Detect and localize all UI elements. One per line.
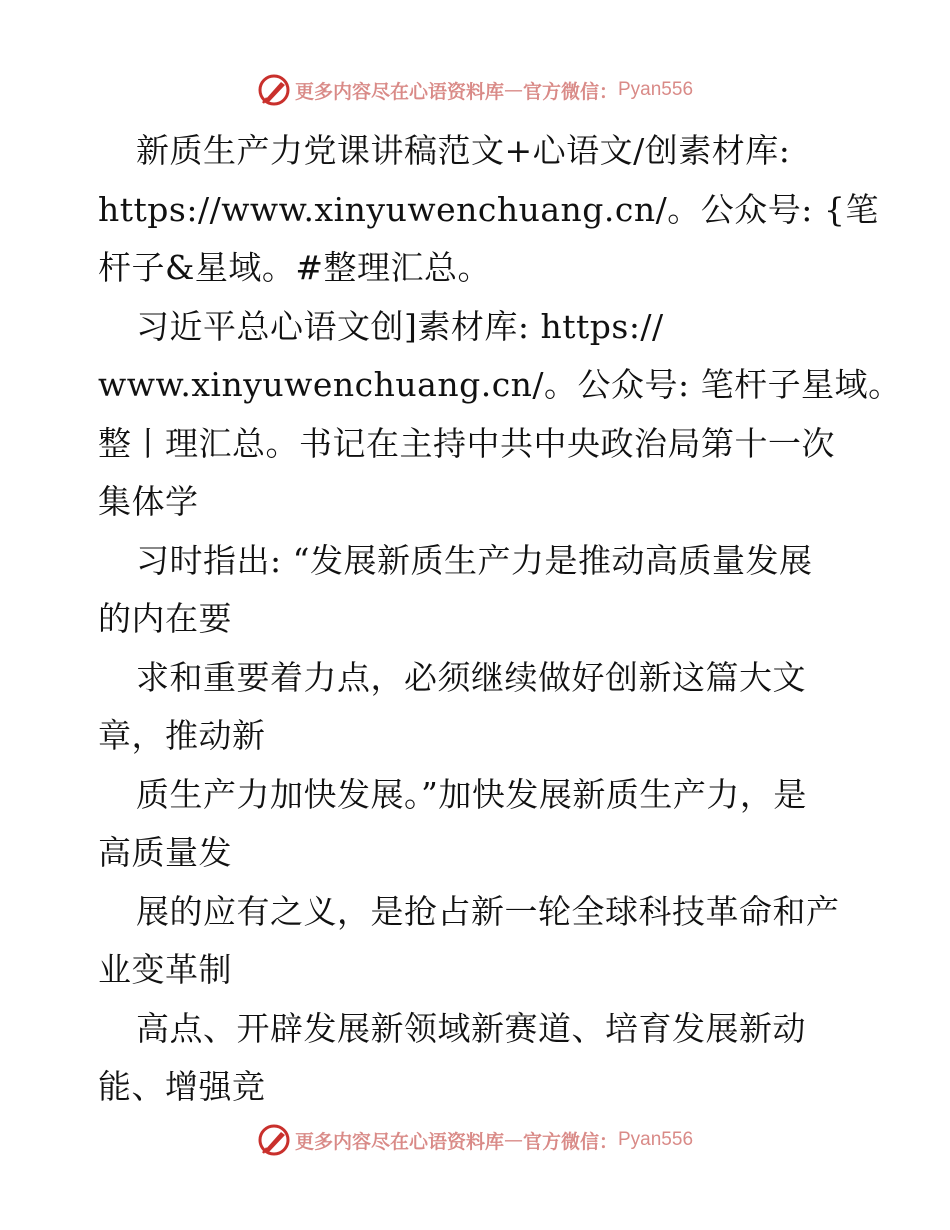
footer-separator: — xyxy=(503,1129,523,1151)
body-line: 质生产力加快发展。”加快发展新质生产力，是 xyxy=(136,774,807,814)
body-line: 的内在要 xyxy=(98,599,232,638)
header-separator: — xyxy=(503,79,523,101)
body-line: www.xinyuwenchuang.cn/。公众号: 笔杆子星域。 xyxy=(98,365,902,404)
body-line: 集体学 xyxy=(98,482,199,521)
body-line: 业变革制 xyxy=(98,950,232,989)
quill-pen-logo-icon xyxy=(257,73,291,107)
body-line: 展的应有之义，是抢占新一轮全球科技革命和产 xyxy=(136,891,840,931)
header-banner xyxy=(0,70,950,110)
body-line: 能、增强竞 xyxy=(98,1067,266,1106)
body-line: 章，推动新 xyxy=(98,716,266,755)
footer-contact-label: 官方微信： xyxy=(522,1130,618,1153)
document-body xyxy=(98,122,902,1117)
body-line: 杆子&星域。#整理汇总。 xyxy=(98,248,492,287)
footer-banner-text: 更多内容尽在心语资料库 xyxy=(294,1130,504,1153)
footer-banner xyxy=(0,1120,950,1160)
body-line: 习时指出: “发展新质生产力是推动高质量发展 xyxy=(136,540,813,580)
body-line: https://www.xinyuwenchuang.cn/。公众号: {笔 xyxy=(98,189,879,229)
body-line: 高点、开辟发展新领域新赛道、培育发展新动 xyxy=(136,1008,806,1048)
header-contact-id: Pyan556 xyxy=(618,79,694,100)
quill-pen-logo-icon xyxy=(257,1123,291,1157)
body-line: 新质生产力党课讲稿范文+心语文/创素材库: xyxy=(136,131,791,170)
body-line: 习近平总心语文创]素材库: https:// xyxy=(136,306,664,346)
body-line: 高质量发 xyxy=(98,833,232,872)
header-banner-text: 更多内容尽在心语资料库 xyxy=(294,80,504,103)
body-line: 整丨理汇总。书记在主持中共中央政治局第十一次 xyxy=(98,423,835,463)
body-line: 求和重要着力点，必须继续做好创新这篇大文 xyxy=(136,657,806,697)
footer-contact-id: Pyan556 xyxy=(618,1129,694,1150)
header-contact-label: 官方微信： xyxy=(522,80,618,103)
